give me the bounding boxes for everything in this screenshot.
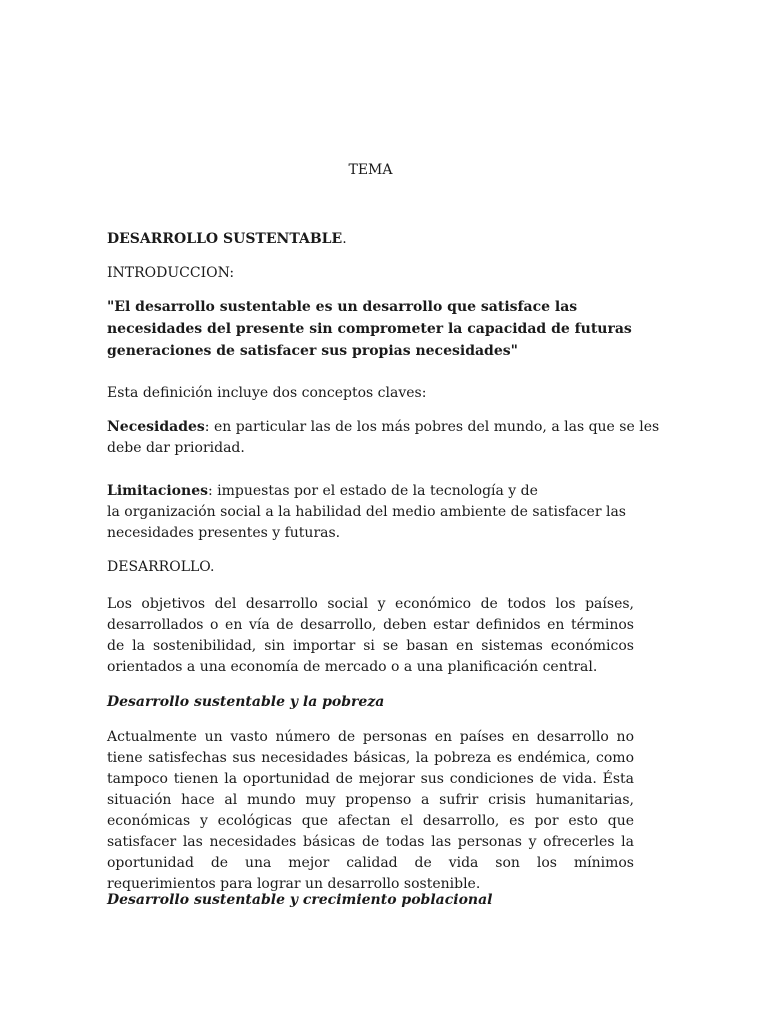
document-title: TEMA xyxy=(348,162,393,178)
intro-label xyxy=(107,263,634,284)
necesidades-line1: : en particular las de los más pobres del mundo, a las que se les xyxy=(204,419,660,435)
necesidades-term: Necesidades xyxy=(107,419,205,435)
pobreza-paragraph xyxy=(107,727,634,895)
definition-intro-text: Esta definición incluye dos conceptos claves: xyxy=(107,385,427,401)
limitaciones-paragraph xyxy=(107,481,634,544)
limitaciones-line2: la organización social a la habilidad del medio ambiente de satisfacer las xyxy=(107,504,626,520)
section-heading-pobreza-text: Desarrollo sustentable y la pobreza xyxy=(107,694,385,710)
necesidades-paragraph xyxy=(107,417,660,459)
main-heading-trail: . xyxy=(342,231,347,247)
definition-intro xyxy=(107,383,634,404)
section-heading-pobreza xyxy=(107,692,634,713)
desarrollo-paragraph xyxy=(107,594,634,678)
main-heading xyxy=(107,229,634,250)
desarrollo-label-text: DESARROLLO. xyxy=(107,559,215,575)
desarrollo-label xyxy=(107,557,634,578)
definition-quote xyxy=(107,296,634,362)
document-page xyxy=(107,0,660,1024)
limitaciones-line1: : impuestas por el estado de la tecnología y de xyxy=(207,483,538,499)
limitaciones-term: Limitaciones xyxy=(107,483,208,499)
definition-quote-text: "El desarrollo sustentable es un desarrollo que satisface las necesidades del presente sin comprometer la capacidad de futuras generaciones de satisfacer sus propias necesidades" xyxy=(107,299,632,359)
necesidades-line2: debe dar prioridad. xyxy=(107,440,245,456)
section-heading-crecimiento xyxy=(107,890,634,911)
section-heading-crecimiento-text: Desarrollo sustentable y crecimiento poblacional xyxy=(107,892,493,908)
desarrollo-paragraph-text: Los objetivos del desarrollo social y económico de todos los países, desarrollados o en vía de desarrollo, deben estar definidos en términos de la sostenibilidad, sin importar si se basan en sistemas económicos orientados a una economía de mercado o a una planificación central. xyxy=(107,596,634,675)
intro-label-text: INTRODUCCION: xyxy=(107,265,235,281)
main-heading-text: DESARROLLO SUSTENTABLE xyxy=(107,231,343,247)
pobreza-paragraph-text: Actualmente un vasto número de personas en países en desarrollo no tiene satisfechas sus necesidades básicas, la pobreza es endémica, como tampoco tienen la oportunidad de mejorar sus condiciones de vida. Ésta situación hace al mundo muy propenso a sufrir crisis humanitarias, económicas y ecológicas que afectan el desarrollo, es por esto que satisfacer las necesidades básicas de todas las personas y ofrecerles la oportunidad de una mejor calidad de vida son los mínimos requerimientos para lograr un desarrollo sostenible. xyxy=(107,729,634,892)
limitaciones-line3: necesidades presentes y futuras. xyxy=(107,525,341,541)
